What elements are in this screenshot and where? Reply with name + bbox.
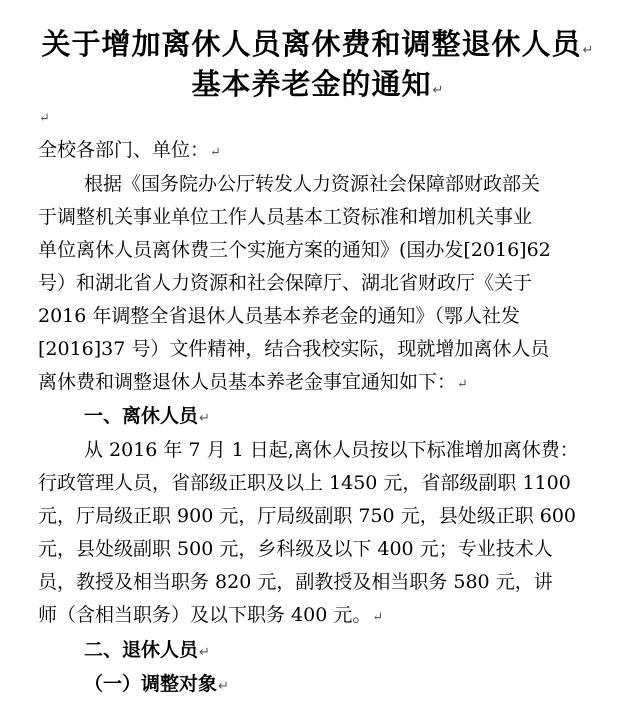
section2-heading: 二、退休人员↵ xyxy=(84,639,210,661)
empty-paragraph xyxy=(38,104,50,131)
section1-heading: 一、离休人员↵ xyxy=(84,405,210,427)
paragraph-mark: ↵ xyxy=(210,145,221,160)
paragraph-mark: ↵ xyxy=(432,83,445,98)
title-line-2: 基本养老金的通知↵ xyxy=(191,67,445,101)
paragraph-mark: ↵ xyxy=(39,111,50,126)
paragraph2-line: 元，厅局级正职 900 元，厅局级副职 750 元，县处级正职 600 xyxy=(38,505,576,527)
paragraph2-line: 员，教授及相当职务 820 元，副教授及相当职务 580 元，讲 xyxy=(38,571,553,593)
paragraph-mark: ↵ xyxy=(199,645,210,660)
paragraph-mark: ↵ xyxy=(457,377,468,392)
paragraph-mark: ↵ xyxy=(372,610,384,625)
paragraph2-line: 师（含相当职务）及以下职务 400 元。↵ xyxy=(38,604,384,626)
paragraph1-line: 于调整机关事业单位工作人员基本工资标准和增加机关事业 xyxy=(38,206,533,228)
paragraph1-line: 单位离休人员离休费三个实施方案的通知》(国办发[2016]62 xyxy=(38,239,551,261)
paragraph1-line: 2016 年调整全省退休人员基本养老金的通知》（鄂人社发 xyxy=(38,305,520,327)
title-line-1: 关于增加离休人员离休费和调整退休人员↵ xyxy=(41,27,595,61)
paragraph2-line: 元，县处级副职 500 元，乡科级及以下 400 元；专业技术人 xyxy=(38,538,553,560)
paragraph2-line: 从 2016 年 7 月 1 日起,离休人员按以下标准增加离休费： xyxy=(84,439,579,461)
paragraph1-line: 号）和湖北省人力资源和社会保障厅、湖北省财政厅《关于 xyxy=(38,272,533,294)
subsection1-heading: （一）调整对象↵ xyxy=(84,673,229,695)
paragraph-mark: ↵ xyxy=(582,43,595,58)
paragraph1-line: [2016]37 号）文件精神，结合我校实际，现就增加离休人员 xyxy=(38,338,550,360)
paragraph2-line: 行政管理人员，省部级正职及以上 1450 元，省部级副职 1100 xyxy=(38,472,571,494)
paragraph1-line: 根据《国务院办公厅转发人力资源社会保障部财政部关 xyxy=(84,173,541,195)
paragraph-mark: ↵ xyxy=(218,679,229,694)
salutation: 全校各部门、单位：↵ xyxy=(38,139,221,161)
paragraph1-line: 离休费和调整退休人员基本养老金事宜通知如下：↵ xyxy=(38,371,468,393)
paragraph-mark: ↵ xyxy=(199,411,210,426)
